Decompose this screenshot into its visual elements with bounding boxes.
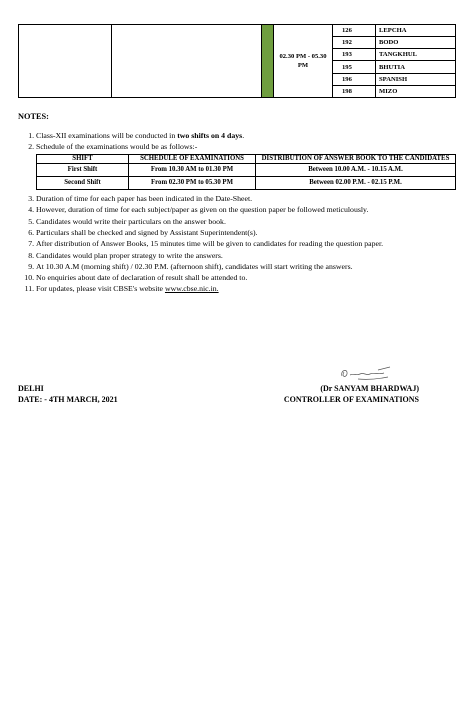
subject-code: 193 [333,49,376,61]
subject-name: BHUTIA [376,61,456,73]
notes-heading: NOTES: [18,112,49,121]
table-row [19,25,456,37]
shift-color-bar [262,25,274,98]
cbse-website-link[interactable]: www.cbse.nic.in. [164,284,219,294]
note-text: For updates, please visit CBSE's website [36,284,165,294]
note-item [36,283,456,294]
note-emphasis: two shifts on 4 days [177,131,243,140]
subject-name: LEPCHA [376,25,456,37]
shift-schedule: From 02.30 PM to 05.30 PM [129,177,256,190]
signatory-block [266,383,419,405]
note-item: 10. No enquiries about date of declaration of result shall be attended to. [36,272,456,283]
note-item: 5. Candidates would write their particulars on the answer book. [36,216,456,227]
note-item: 6. Particulars shall be checked and signed by Assistant Superintendent(s). [36,227,456,238]
shift-name: First Shift [37,164,129,177]
note-item: 7. After distribution of Answer Books, 15 minutes time will be given to candidates for reading the question paper. [36,238,456,249]
subject-code: 192 [333,37,376,49]
place-and-date [18,383,118,405]
subject-code: 195 [333,61,376,73]
day-cell [112,25,262,98]
date-cell [19,25,112,98]
shift-distribution: Between 02.00 P.M. - 02.15 P.M. [256,177,456,190]
subject-name: TANGKHUL [376,49,456,61]
note-item: 3. Duration of time for each paper has been indicated in the Date-Sheet. [36,193,456,204]
subject-name: BODO [376,37,456,49]
shift-name: Second Shift [37,177,129,190]
subject-code: 126 [333,25,376,37]
note-item: 9. At 10.30 A.M (morning shift) / 02.30 P.M. (afternoon shift), candidates will start writing the answers. [36,261,456,272]
table-header-row [37,154,456,164]
column-header: SHIFT [37,154,129,164]
note-item: 8. Candidates would plan proper strategy to write the answers. [36,250,456,261]
notes-list [18,130,456,295]
note-item [36,141,456,190]
subject-name: MIZO [376,85,456,97]
date-label: DATE: - 4TH MARCH, 2021 [18,395,118,404]
subject-code: 198 [333,85,376,97]
note-text: Class-XII examinations will be conducted in [36,131,178,140]
signatory-name: (Dr SANYAM BHARDWAJ) [320,384,419,393]
table-row [37,177,456,190]
column-header: DISTRIBUTION OF ANSWER BOOK TO THE CANDIDATES [256,154,456,164]
exam-time: 02.30 PM - 05.30 PM [274,25,333,98]
note-text: . [242,131,245,140]
table-row [37,164,456,177]
column-header: SCHEDULE OF EXAMINATIONS [129,154,256,164]
place-label: DELHI [18,384,44,393]
note-text: Schedule of the examinations would be as follows:- [36,142,198,152]
note-item: 4. However, duration of time for each subject/paper as given on the question paper be followed meticulously. [36,204,456,215]
subject-code: 196 [333,73,376,85]
note-item [36,130,456,141]
shift-schedule-table [36,154,456,191]
shift-schedule: From 10.30 AM to 01.30 PM [129,164,256,177]
date-sheet-fragment [18,24,456,98]
signatory-designation: CONTROLLER OF EXAMINATIONS [283,395,419,404]
shift-distribution: Between 10.00 A.M. - 10.15 A.M. [256,164,456,177]
signature-scribble [338,362,398,384]
subject-name: SPANISH [376,73,456,85]
